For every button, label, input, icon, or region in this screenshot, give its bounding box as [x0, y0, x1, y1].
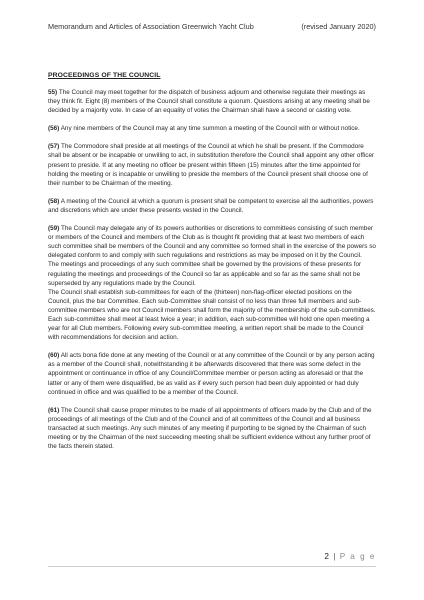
footer-separator: | — [333, 552, 336, 561]
paragraph-57 — [48, 142, 376, 187]
paragraph-number: (58) — [48, 197, 60, 205]
paragraph-number: 55) — [48, 89, 58, 96]
paragraph-number: (57) — [48, 143, 60, 151]
page-footer — [324, 552, 376, 561]
footer-rule — [48, 566, 376, 567]
page-header — [48, 22, 376, 31]
paragraph-58 — [48, 197, 376, 215]
header-revision: (revised January 2020) — [301, 22, 376, 31]
paragraph-number: (56) — [48, 125, 60, 133]
page-word: P a g e — [339, 552, 376, 561]
paragraph-61 — [48, 406, 376, 451]
paragraph-continuation: The Council shall establish sub-committees for each of the (thirteen) non-flag-officer elected positions on the Council, plus the bar Committee. Each sub-Committee shall consist of no less than three full members and sub-committee members who are not Council members shall form the majority of the membership of the sub-committees. Each sub-committee shall meet at least twice a year; in addition, each sub-committee will hold one open meeting a year for all Club members. Following every sub-committee meeting, a written report shall be made to the Council with recommendations for decision and action. — [48, 288, 376, 342]
paragraph-text: A meeting of the Council at which a quorum is present shall be competent to exercise all the authorities, powers and discretions which are under these presents vested in the Council. — [48, 197, 374, 214]
paragraph-60 — [48, 351, 376, 396]
paragraph-continuation: The meetings and proceedings of any such committee shall be governed by the provisions of these presents for regulating the meetings and proceedings of the Council so far as applicable and so far as the same shall not be superseded by any regulations made by the Council. — [48, 261, 362, 287]
paragraph-56 — [48, 124, 376, 133]
paragraph-text: The Council may delegate any of its powers authorities or discretions to committees consisting of such member or members of the Council and members of the Club as is thought fit providing that at least two members of each such committee shall be members of the Council and any committee so formed shall in the exercise of the powers so delegated conform to and comply with such regulations and restrictions as may be imposed on it by the Council. — [48, 225, 376, 260]
paragraph-text: All acts bona fide done at any meeting of the Council or at any committee of the Council or by any person acting as a member of the Council shall, notwithstanding it be afterwards discovered that there was some defect in the appointment or continuance in office of any Council/Committee member or person acting as aforesaid or that the latter or any of them were disqualified, be as valid as if every such person had been duly appointed or had duly continued in office and was qualified to be a member of the Council. — [48, 352, 375, 396]
paragraph-number: (61) — [48, 406, 60, 414]
header-title: Memorandum and Articles of Association Greenwich Yacht Club — [48, 22, 254, 31]
paragraph-text: The Commodore shall preside at all meetings of the Council at which he shall be present. If the Commodore shall be absent or be incapable or unwilling to act, in substitution therefore the Council shall appoint any other officer present to preside. If at any meeting no officer be present within fifteen (15) minutes after the time appointed for holding the meeting or is incapable or unwilling to preside the members of the Council present shall choose one of their number to be Chairman of the meeting. — [48, 143, 375, 187]
paragraph-55 — [48, 88, 376, 115]
paragraph-number: (60) — [48, 352, 60, 360]
section-title: PROCEEDINGS OF THE COUNCIL — [48, 72, 161, 79]
page-number: 2 — [324, 552, 329, 561]
paragraph-text: The Council shall cause proper minutes to be made of all appointments of officers made by the Club and of the proceedings of all meetings of the Club and of the Council and of all committees of the Council and all business transacted at such meetings. Any such minutes of any meeting if purporting to be signed by the Chairman of such meeting or by the Chairman of the next succeeding meeting shall be sufficient evidence without any further proof of the facts therein stated. — [48, 406, 372, 451]
paragraph-59 — [48, 224, 376, 342]
paragraph-text: The Council may meet together for the dispatch of business adjourn and otherwise regulate their meetings as they think fit. Eight (8) members of the Council shall constitute a quorum. Questions arising at any meeting shall be decided by a majority vote. In case of an equality of votes the Chairman shall have a second or casting vote. — [48, 89, 370, 115]
document-body — [48, 88, 376, 460]
paragraph-text: Any nine members of the Council may at any time summon a meeting of the Council with or without notice. — [60, 125, 360, 133]
paragraph-number: (59) — [48, 225, 60, 233]
